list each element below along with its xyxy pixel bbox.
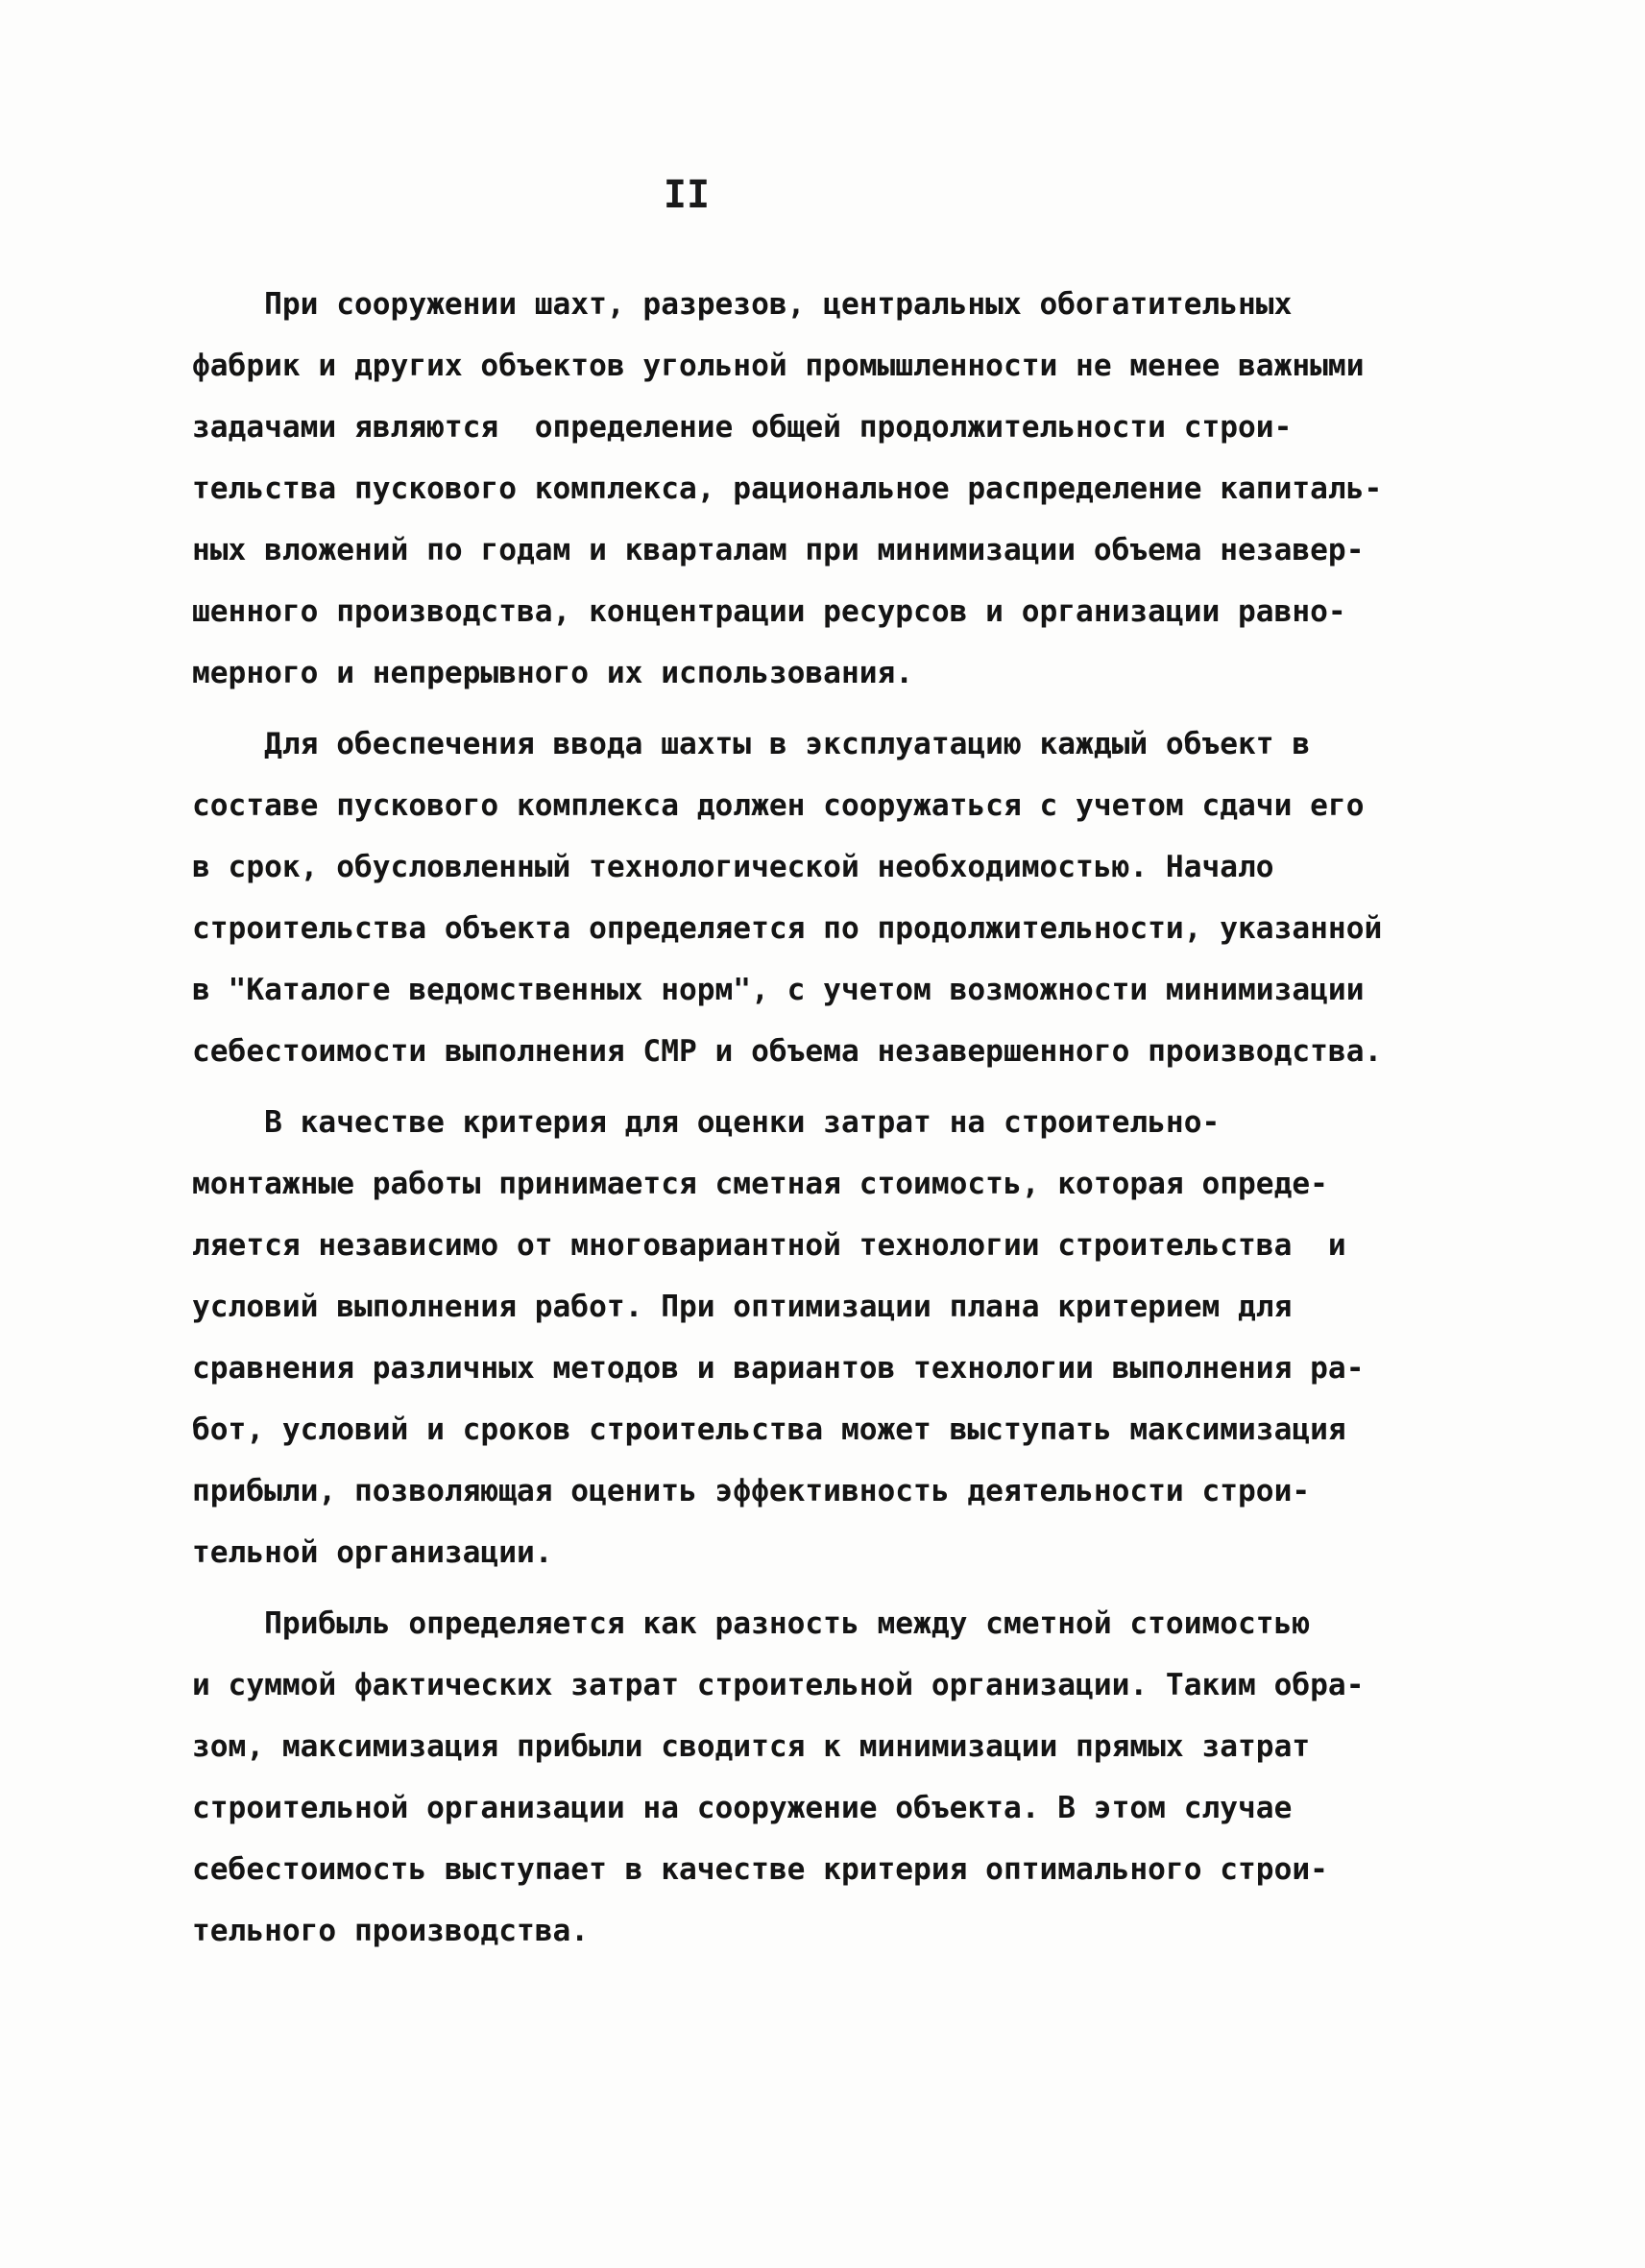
text-line: условий выполнения работ. При оптимизации плана критерием для (192, 1290, 1293, 1324)
paragraph-3 (192, 1092, 1440, 1583)
text-line: и суммой фактических затрат строительной организации. Таким обра- (192, 1668, 1365, 1702)
text-line: прибыли, позволяющая оценить эффективность деятельности строи- (192, 1474, 1311, 1508)
text-line: себестоимость выступает в качестве критерия оптимального строи- (192, 1852, 1328, 1887)
text-line: монтажные работы принимается сметная стоимость, которая опреде- (192, 1167, 1328, 1201)
text-line: мерного и непрерывного их использования. (192, 656, 914, 690)
page-number: II (663, 173, 711, 217)
text-line: тельства пускового комплекса, рациональное распределение капиталь- (192, 471, 1383, 506)
text-line: себестоимости выполнения СМР и объема незавершенного производства. (192, 1034, 1383, 1069)
text-line: ных вложений по годам и кварталам при минимизации объема незавер- (192, 533, 1365, 567)
text-line: тельного производства. (192, 1914, 590, 1948)
text-line: задачами являются определение общей продолжительности строи- (192, 410, 1293, 445)
paragraph-1 (192, 274, 1440, 704)
body-text (192, 274, 1440, 1962)
text-line: тельной организации. (192, 1535, 553, 1570)
text-line: сравнения различных методов и вариантов технологии выполнения ра- (192, 1351, 1365, 1386)
text-line: строительства объекта определяется по продолжительности, указанной (192, 911, 1383, 946)
text-line: При сооружении шахт, разрезов, центральных обогатительных (192, 287, 1293, 322)
text-line: в "Каталоге ведомственных норм", с учетом возможности минимизации (192, 973, 1365, 1007)
text-line: фабрик и других объектов угольной промышленности не менее важными (192, 349, 1365, 383)
text-line: Прибыль определяется как разность между сметной стоимостью (192, 1606, 1311, 1641)
text-line: строительной организации на сооружение объекта. В этом случае (192, 1791, 1293, 1825)
text-line: В качестве критерия для оценки затрат на строительно- (192, 1105, 1221, 1140)
text-line: зом, максимизация прибыли сводится к минимизации прямых затрат (192, 1729, 1311, 1764)
paragraph-4 (192, 1593, 1440, 1962)
text-line: ляется независимо от многовариантной технологии строительства и (192, 1228, 1346, 1263)
text-line: Для обеспечения ввода шахты в эксплуатацию каждый объект в (192, 727, 1311, 761)
text-line: бот, условий и сроков строительства может выступать максимизация (192, 1412, 1346, 1447)
text-line: составе пускового комплекса должен сооружаться с учетом сдачи его (192, 788, 1365, 823)
text-line: шенного производства, концентрации ресурсов и организации равно- (192, 594, 1346, 629)
text-line: в срок, обусловленный технологической необходимостью. Начало (192, 850, 1274, 884)
paragraph-2 (192, 713, 1440, 1082)
